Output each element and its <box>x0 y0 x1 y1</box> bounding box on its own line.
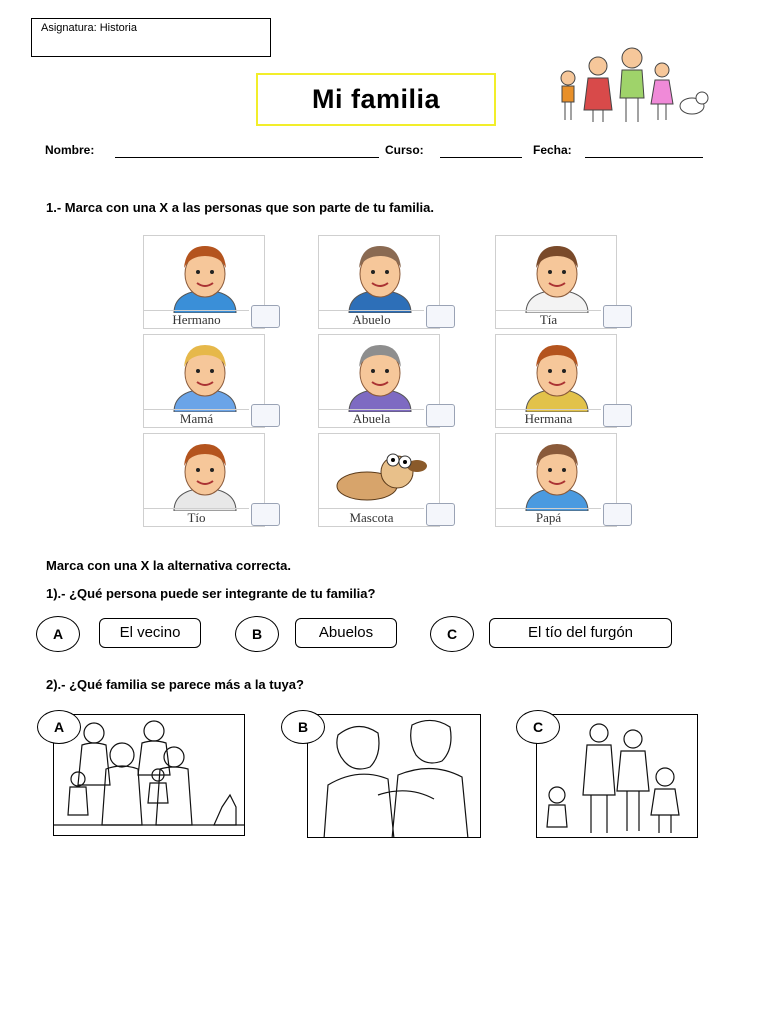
card-papá <box>495 433 617 527</box>
card-label: Hermano <box>144 310 249 328</box>
card-label: Papá <box>496 508 601 526</box>
family-picture-b[interactable] <box>307 714 481 838</box>
person-portrait-icon <box>319 335 441 412</box>
date-label: Fecha: <box>533 143 572 157</box>
question-1: 1).- ¿Qué persona puede ser integrante de tu familia? <box>46 586 376 601</box>
q1-option-b[interactable]: Abuelos <box>295 618 397 648</box>
card-hermana <box>495 334 617 428</box>
family-picture-c[interactable] <box>536 714 698 838</box>
card-abuela <box>318 334 440 428</box>
checkbox-tía[interactable] <box>603 305 632 328</box>
course-label: Curso: <box>385 143 424 157</box>
subject-box <box>31 18 271 57</box>
q1-option-b-circle[interactable]: B <box>235 616 279 652</box>
q1-option-c-circle[interactable]: C <box>430 616 474 652</box>
person-portrait-icon <box>319 236 441 313</box>
card-tía <box>495 235 617 329</box>
card-label: Abuelo <box>319 310 424 328</box>
checkbox-papá[interactable] <box>603 503 632 526</box>
card-hermano <box>143 235 265 329</box>
checkbox-abuelo[interactable] <box>426 305 455 328</box>
person-portrait-icon <box>144 335 266 412</box>
q1-option-a-circle[interactable]: A <box>36 616 80 652</box>
section2-instruction: Marca con una X la alternativa correcta. <box>46 558 291 573</box>
section1-instruction: 1.- Marca con una X a las personas que son parte de tu familia. <box>46 200 434 215</box>
dog-icon <box>319 434 441 511</box>
page-title: Mi familia <box>256 73 496 126</box>
checkbox-tío[interactable] <box>251 503 280 526</box>
family-clipart-icon <box>546 40 716 128</box>
q2-option-c-circle[interactable]: C <box>516 710 560 744</box>
card-label: Tía <box>496 310 601 328</box>
q2-option-b-circle[interactable]: B <box>281 710 325 744</box>
checkbox-hermana[interactable] <box>603 404 632 427</box>
person-portrait-icon <box>144 434 266 511</box>
q2-option-a-circle[interactable]: A <box>37 710 81 744</box>
question-2: 2).- ¿Qué familia se parece más a la tuya? <box>46 677 304 692</box>
checkbox-abuela[interactable] <box>426 404 455 427</box>
checkbox-hermano[interactable] <box>251 305 280 328</box>
family-drawing-c-icon <box>537 715 698 838</box>
family-picture-a[interactable] <box>53 714 245 836</box>
checkbox-mamá[interactable] <box>251 404 280 427</box>
q1-option-c[interactable]: El tío del furgón <box>489 618 672 648</box>
name-field[interactable] <box>115 157 379 158</box>
family-drawing-a-icon <box>54 715 245 836</box>
person-portrait-icon <box>496 434 618 511</box>
name-label: Nombre: <box>45 143 95 157</box>
card-label: Abuela <box>319 409 424 427</box>
student-info-row <box>45 143 715 161</box>
course-field[interactable] <box>440 157 522 158</box>
card-tío <box>143 433 265 527</box>
family-drawing-b-icon <box>308 715 481 838</box>
card-label: Mascota <box>319 508 424 526</box>
card-mascota <box>318 433 440 527</box>
card-mamá <box>143 334 265 428</box>
person-portrait-icon <box>144 236 266 313</box>
card-label: Tío <box>144 508 249 526</box>
card-label: Hermana <box>496 409 601 427</box>
card-label: Mamá <box>144 409 249 427</box>
q1-option-a[interactable]: El vecino <box>99 618 201 648</box>
person-portrait-icon <box>496 335 618 412</box>
person-portrait-icon <box>496 236 618 313</box>
checkbox-mascota[interactable] <box>426 503 455 526</box>
subject-label: Asignatura: Historia <box>41 22 137 34</box>
card-abuelo <box>318 235 440 329</box>
date-field[interactable] <box>585 157 703 158</box>
